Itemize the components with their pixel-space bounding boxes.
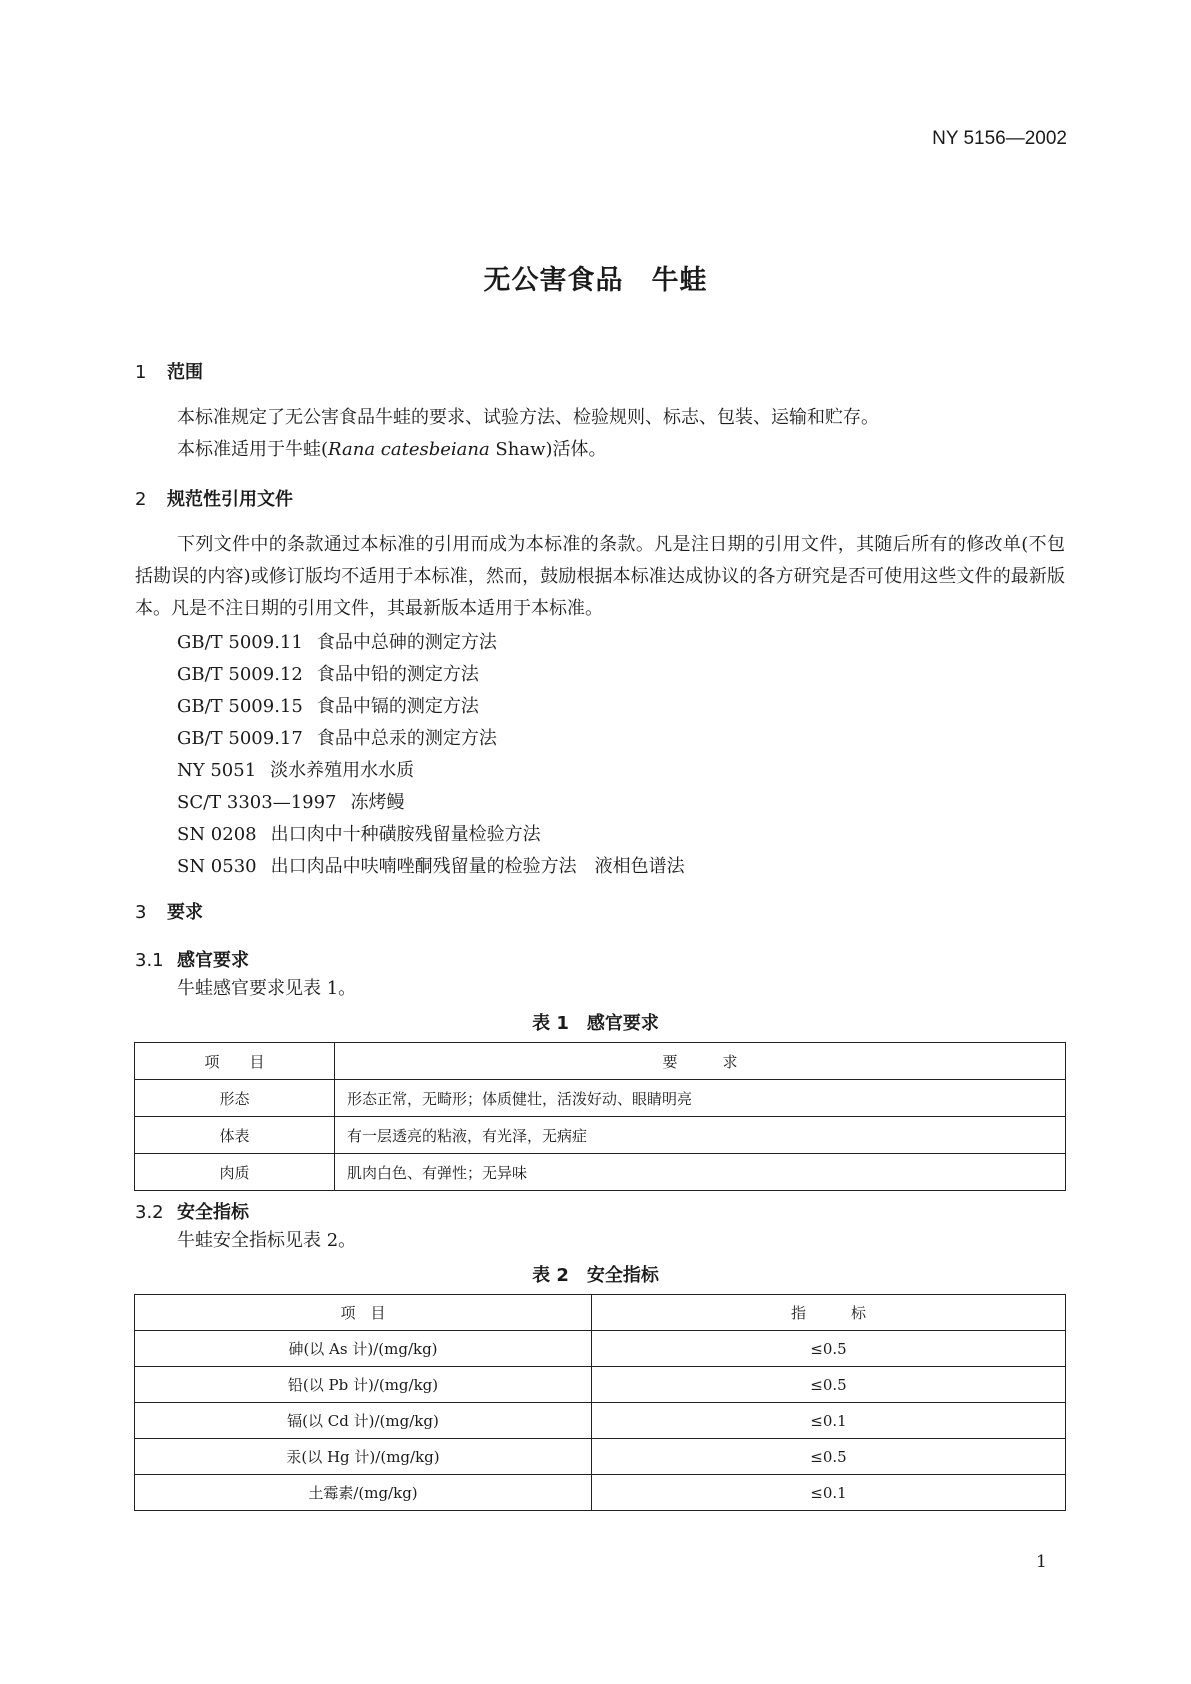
reference-name: 出口肉品中呋喃唑酮残留量的检验方法 液相色谱法 — [270, 856, 685, 877]
page-number: 1 — [1036, 1552, 1047, 1572]
section-number: 3.2 — [135, 1202, 164, 1223]
reference-item — [177, 852, 685, 878]
table-cell: 镉(以 Cd 计)/(mg/kg) — [135, 1403, 592, 1439]
table-row — [135, 1403, 1066, 1439]
section-number: 2 — [135, 489, 147, 510]
reference-code: GB/T 5009.15 — [177, 696, 303, 717]
table-cell: 砷(以 As 计)/(mg/kg) — [135, 1331, 592, 1367]
table-cell: ≤0.5 — [592, 1331, 1066, 1367]
reference-name: 淡水养殖用水水质 — [270, 760, 415, 781]
reference-item — [177, 628, 497, 654]
reference-code: SN 0530 — [177, 856, 257, 877]
table-row — [135, 1117, 1066, 1154]
document-title: 无公害食品 牛蛙 — [483, 265, 708, 296]
table-row — [135, 1331, 1066, 1367]
reference-name: 冻烤鳗 — [350, 792, 405, 813]
table-row — [135, 1475, 1066, 1511]
reference-item — [177, 660, 479, 686]
scope-paragraph-2 — [177, 434, 607, 466]
reference-code: GB/T 5009.11 — [177, 632, 303, 653]
table-cell: 有一层透亮的粘液，有光泽，无病症 — [335, 1117, 1066, 1154]
table-1-caption: 表 1 感官要求 — [532, 1013, 659, 1034]
reference-item — [177, 820, 541, 846]
section-title: 安全指标 — [177, 1202, 249, 1223]
section-title: 要求 — [167, 902, 203, 923]
section-number: 1 — [135, 362, 147, 383]
species-name: Rana catesbeiana — [328, 439, 490, 460]
reference-item — [177, 692, 479, 718]
sensory-requirements-table — [134, 1042, 1066, 1191]
reference-code: GB/T 5009.17 — [177, 728, 303, 749]
reference-item — [177, 788, 405, 814]
table-cell: ≤0.5 — [592, 1439, 1066, 1475]
column-header: 要 求 — [335, 1043, 1066, 1080]
section-title: 范围 — [167, 362, 203, 383]
table-cell: 形态 — [135, 1080, 335, 1117]
reference-item — [177, 724, 497, 750]
table-cell: ≤0.1 — [592, 1403, 1066, 1439]
reference-name: 食品中总汞的测定方法 — [316, 728, 497, 749]
section-number: 3.1 — [135, 950, 164, 971]
table-cell: 肉质 — [135, 1154, 335, 1191]
table-cell: 肌肉白色、有弹性；无异味 — [335, 1154, 1066, 1191]
table-cell: 汞(以 Hg 计)/(mg/kg) — [135, 1439, 592, 1475]
reference-item — [177, 756, 414, 782]
section-1-heading — [135, 358, 203, 384]
reference-name: 食品中镉的测定方法 — [316, 696, 479, 717]
section-3-1-heading — [135, 946, 249, 972]
section-3-1-text: 牛蛙感官要求见表 1。 — [177, 978, 357, 999]
reference-code: NY 5051 — [177, 760, 257, 781]
section-3-heading — [135, 898, 203, 924]
standard-number: NY 5156—2002 — [932, 128, 1067, 149]
table-cell: 体表 — [135, 1117, 335, 1154]
table-cell: ≤0.1 — [592, 1475, 1066, 1511]
safety-indicators-table — [134, 1294, 1066, 1511]
table-cell: 铅(以 Pb 计)/(mg/kg) — [135, 1367, 592, 1403]
reference-code: SN 0208 — [177, 824, 257, 845]
section-3-2-heading — [135, 1198, 249, 1224]
column-header: 项 目 — [135, 1043, 335, 1080]
section-number: 3 — [135, 902, 147, 923]
table-cell: ≤0.5 — [592, 1367, 1066, 1403]
section-title: 感官要求 — [177, 950, 249, 971]
table-2-caption: 表 2 安全指标 — [532, 1265, 659, 1286]
table-header-row — [135, 1295, 1066, 1331]
column-header: 指 标 — [592, 1295, 1066, 1331]
reference-name: 出口肉中十种磺胺残留量检验方法 — [270, 824, 541, 845]
text: Shaw)活体。 — [489, 439, 607, 460]
reference-name: 食品中总砷的测定方法 — [316, 632, 497, 653]
reference-code: SC/T 3303—1997 — [177, 792, 337, 813]
section-3-2-text: 牛蛙安全指标见表 2。 — [177, 1230, 357, 1251]
table-cell: 土霉素/(mg/kg) — [135, 1475, 592, 1511]
table-cell: 形态正常，无畸形；体质健壮，活泼好动、眼睛明亮 — [335, 1080, 1066, 1117]
table-row — [135, 1439, 1066, 1475]
scope-paragraph-1: 本标准规定了无公害食品牛蛙的要求、试验方法、检验规则、标志、包装、运输和贮存。 — [177, 407, 879, 428]
section-title: 规范性引用文件 — [167, 489, 293, 510]
text: 本标准适用于牛蛙( — [177, 439, 329, 460]
table-row — [135, 1367, 1066, 1403]
table-row — [135, 1154, 1066, 1191]
normative-references-paragraph: 下列文件中的条款通过本标准的引用而成为本标准的条款。凡是注日期的引用文件，其随后所有的修改单(不包括勘误的内容)或修订版均不适用于本标准，然而，鼓励根据本标准达成协议的各方研究是否可使用这些文件的最新版本。凡是不注日期的引用文件，其最新版本适用于本标准。 — [135, 534, 1065, 619]
column-header: 项 目 — [135, 1295, 592, 1331]
reference-code: GB/T 5009.12 — [177, 664, 303, 685]
section-2-heading — [135, 485, 293, 511]
table-row — [135, 1080, 1066, 1117]
table-header-row — [135, 1043, 1066, 1080]
reference-name: 食品中铅的测定方法 — [316, 664, 479, 685]
